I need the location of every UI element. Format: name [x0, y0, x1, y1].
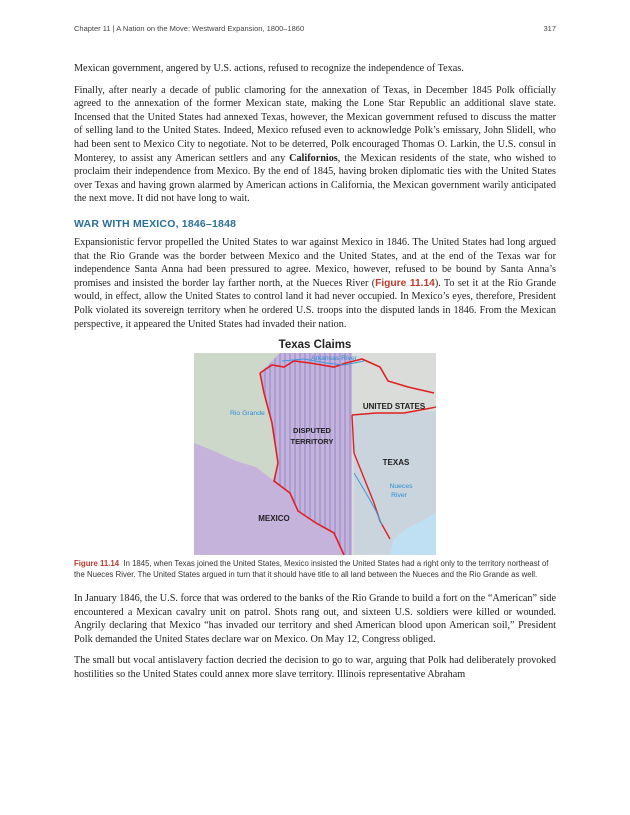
- label-rio-grande: Rio Grande: [230, 410, 265, 418]
- paragraph-2-part-b: , the Mexican residents of the state, who wished to proclaim their independence from Mexico. By the end of 1845, having broken diplomatic ties with the United States over Texas and having grown alarmed by American actions in California, the Mexican government warily anticipated the next move. It did not have long to wait.: [74, 152, 556, 205]
- paragraph-4: In January 1846, the U.S. force that was ordered to the banks of the Rio Grande to build a fort on the “American” side encountered a Mexican cavalry unit on patrol. Shots rang out, and sixteen U.S. soldiers were killed or wounded. Angrily declaring that Mexico “has invaded our territory and shed American blood upon American soil,” President Polk demanded the United States declare war on Mexico. On May 12, Congress obliged.: [74, 593, 556, 645]
- section-heading: WAR WITH MEXICO, 1846–1848: [74, 217, 237, 230]
- caption-text: In 1845, when Texas joined the United States, Mexico insisted the United States had a right only to the territory northeast of the Nueces River. The United States argued in turn that it should have title to all land between the Nueces and the Rio Grande as well.: [74, 559, 549, 579]
- label-mexico: MEXICO: [258, 514, 290, 524]
- figure-caption: [74, 559, 556, 580]
- paragraph-2: [74, 84, 556, 206]
- label-texas: TEXAS: [382, 458, 410, 468]
- paragraph-2-part-a: Finally, after nearly a decade of public clamoring for the annexation of Texas, in December 1845 Polk officially agreed to the annexation of the former Mexican state, making the Lone Star Republic an additional slave state. Incensed that the United States had annexed Texas, however, the Mexican government refused to discuss the matter of selling land to the United States. Indeed, Mexico refused even to acknowledge Polk’s emissary, John Slidell, who had been sent to Mexico City to negotiate. Not to be deterred, Polk encouraged Thomas O. Larkin, the U.S. consul in Monterey, to assist any American settlers and any: [74, 84, 556, 164]
- label-nueces-line-1: Nueces: [389, 483, 413, 491]
- term-californios: Californios: [289, 152, 338, 164]
- label-disputed-line-2: TERRITORY: [290, 437, 334, 447]
- running-title: Chapter 11 | A Nation on the Move: Westward Expansion, 1800–1860: [74, 24, 305, 33]
- page-number: 317: [543, 24, 556, 33]
- page-content: [74, 62, 556, 690]
- map-title: Texas Claims: [278, 339, 352, 352]
- paragraph-3-part-a: Expansionistic fervor propelled the United States to war against Mexico in 1846. The United States had long argued that the Rio Grande was the border between Mexico and the United States, and at the end of the Texas war for independence Santa Anna had been pressured to agree. Mexico, however, refused to be bound by Santa Anna’s promises and insisted the border lay farther north, at the Nueces River (: [74, 236, 556, 289]
- label-disputed-line-1: DISPUTED: [293, 426, 331, 436]
- texas-claims-map: [194, 353, 436, 555]
- paragraph-1: Mexican government, angered by U.S. actions, refused to recognize the independence of Texas.: [74, 63, 464, 74]
- figure-11-14-link[interactable]: Figure 11.14: [375, 277, 435, 289]
- caption-label: Figure 11.14: [74, 559, 120, 569]
- paragraph-3: [74, 236, 556, 331]
- paragraph-5: The small but vocal antislavery faction decried the decision to go to war, arguing that Polk had deliberately provoked hostilities so the United States could annex more slave territory. Illinois representative Abraham: [74, 655, 556, 681]
- label-united-states: UNITED STATES: [362, 402, 426, 412]
- label-nueces-line-2: River: [391, 492, 407, 500]
- label-arkansas-river: Arkansas River: [310, 355, 358, 363]
- paragraph-3-part-b: ). To set it at the Rio Grande would, in effect, allow the United States to control land it had never occupied. In Mexico’s eyes, therefore, President Polk violated its sovereign territory when he ordered U.S. troops into the disputed lands in 1846. From the Mexican perspective, it appeared the United States had invaded their nation.: [74, 277, 556, 330]
- running-header: [74, 24, 556, 33]
